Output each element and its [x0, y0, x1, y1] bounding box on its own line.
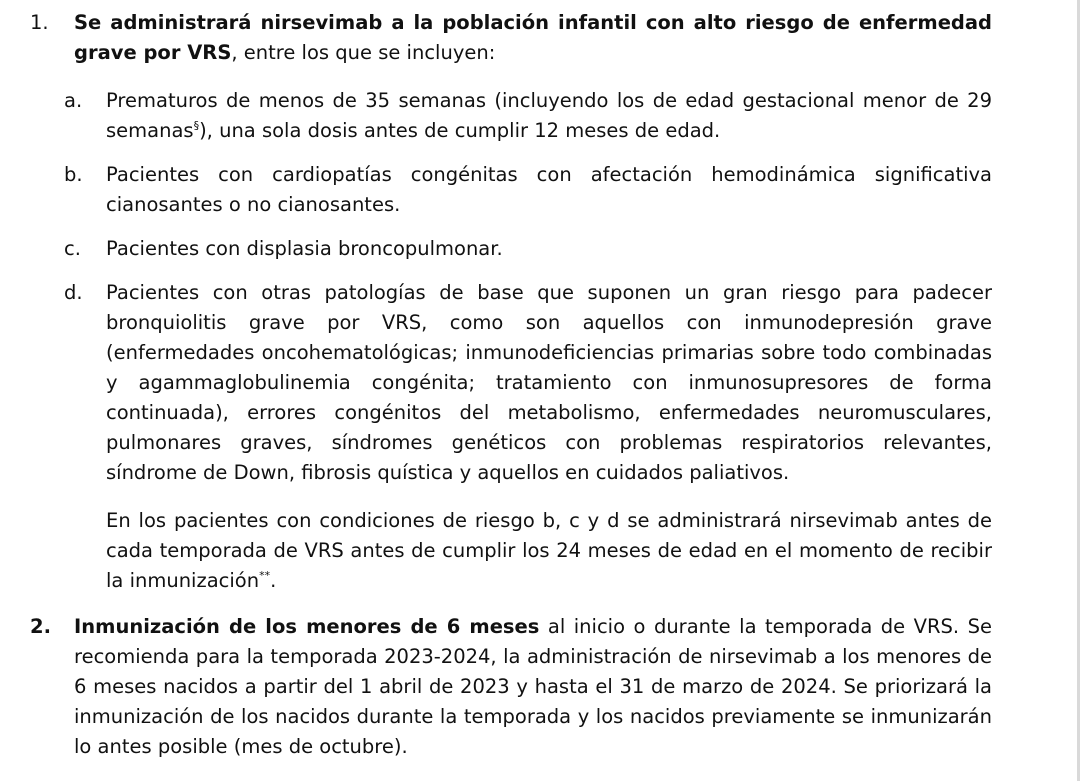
subitem-d-letter: d.	[64, 281, 83, 304]
item-1-text	[74, 8, 992, 68]
item-1-number: 1.	[30, 11, 49, 34]
footnote-double-asterisk-sup: **	[259, 569, 271, 582]
item-1-bold: Se administrará nirsevimab a la población infantil con alto riesgo de enfermedad grave por VRS	[74, 11, 992, 64]
subitem-a-text2: ), una sola dosis antes de cumplir 12 meses de edad.	[199, 119, 721, 142]
item-2-number: 2.	[30, 615, 51, 638]
subitem-d-text: Pacientes con otras patologías de base que suponen un gran riesgo para padecer bronquiolitis grave por VRS, como son aquellos con inmunodepresión grave (enfermedades oncohematológicas; inmunodeficiencias primarias sobre todo combinadas y agammaglobulinemia congénita; tratamiento con inmunosupresores de forma continuada), errores congénitos del metabolismo, enfermedades neuromusculares, pulmonares graves, síndromes genéticos con problemas respiratorios relevantes, síndrome de Down, fibrosis quística y aquellos en cuidados paliativos.	[106, 281, 992, 484]
subitem-b-text: Pacientes con cardiopatías congénitas con afectación hemodinámica significativa cianosantes o no cianosantes.	[106, 163, 992, 216]
item-2-text	[74, 612, 992, 762]
subitem-c-letter: c.	[64, 237, 81, 260]
subitem-a-text	[106, 86, 992, 146]
risk-note	[106, 506, 992, 596]
risk-note-text: En los pacientes con condiciones de riesgo b, c y d se administrará nirsevimab antes de cada temporada de VRS antes de cumplir los 24 meses de edad en el momento de recibir la inmunización	[106, 509, 992, 592]
footnote-section-sup: §	[193, 119, 200, 132]
item-1-rest: , entre los que se incluyen:	[231, 41, 496, 64]
item-2-bold: Inmunización de los menores de 6 meses	[74, 615, 540, 638]
subitem-a-letter: a.	[64, 89, 83, 112]
subitem-a-text1: Prematuros de menos de 35 semanas (incluyendo los de edad gestacional menor de 29 semanas	[106, 89, 992, 142]
risk-note-end: .	[270, 569, 277, 592]
subitem-b-letter: b.	[64, 163, 83, 186]
item-2-rest: al inicio o durante la temporada de VRS. Se recomienda para la temporada 2023-2024, la administración de nirsevimab a los menores de 6 meses nacidos a partir del 1 abril de 2023 y hasta el 31 de marzo de 2024. Se priorizará la inmunización de los nacidos durante la temporada y los nacidos previamente se inmunizarán lo antes posible (mes de octubre).	[74, 615, 992, 758]
subitem-c-text: Pacientes con displasia broncopulmonar.	[106, 237, 503, 260]
